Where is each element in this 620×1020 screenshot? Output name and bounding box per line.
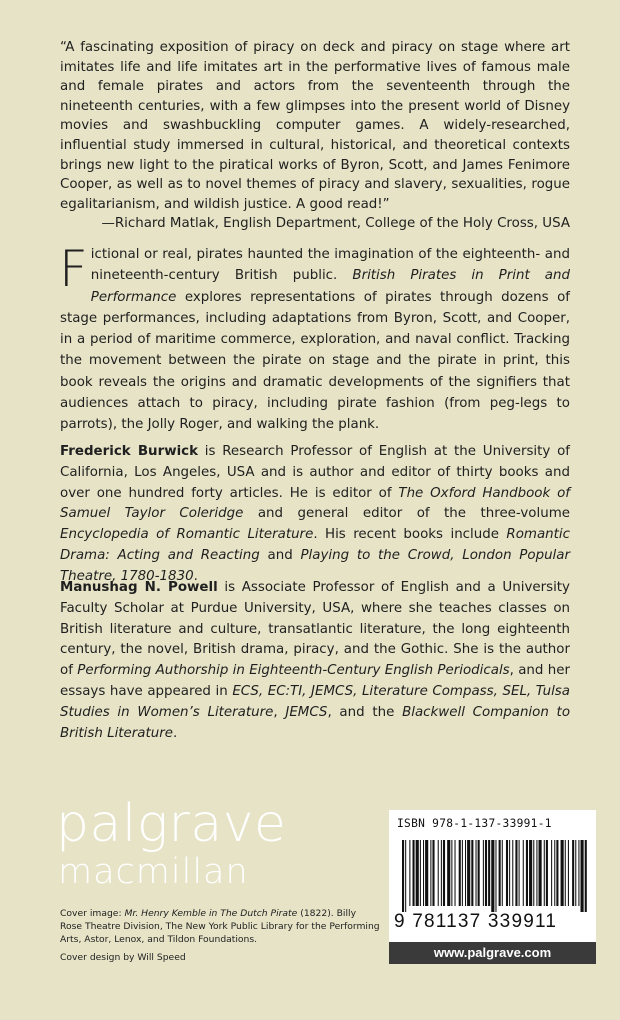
barcode-bar	[578, 840, 579, 906]
bio-italic: The Oxford Handbook of Samuel Taylor Coleridge	[60, 485, 570, 522]
bio-text: and	[259, 547, 301, 563]
barcode-bar	[556, 840, 558, 906]
barcode-bar	[425, 840, 428, 906]
barcode-bar	[402, 840, 404, 912]
barcode-bar	[491, 840, 494, 912]
barcode-bar	[441, 840, 442, 906]
barcode-bar	[526, 840, 528, 906]
barcode-bar	[416, 840, 419, 906]
credit-title: Mr. Henry Kemble in The Dutch Pirate	[124, 908, 298, 919]
quote-text: “A fascinating exposition of piracy on deck and piracy on stage where art imitates life and life imitates art in the performative lives of famous male and female pirates and actors from the seventeenth through the nineteenth centuries, with a few glimpses into the present world of Disney movies and swashbuckling computer games. A widely-researched, influential study immersed in cultural, historical, and theoretical contexts brings new light to the piratical works of Byron, Scott, and James Fenimore Cooper, as well as to novel themes of piracy and slavery, sexualities, rogue egalitarianism, and wildish justice. A good read!”	[60, 40, 570, 212]
bio-italic: Encyclopedia of Romantic Literature	[60, 527, 314, 543]
barcode-bar	[506, 840, 508, 906]
logo-line2: macmillan	[58, 852, 249, 892]
barcode-bar	[544, 840, 545, 906]
barcode-bar	[447, 840, 450, 906]
barcode-bar	[405, 840, 406, 912]
cover-image-credit	[60, 907, 380, 947]
barcode-bar	[423, 840, 424, 906]
bio-italic: Romantic Drama: Acting and Reacting	[60, 527, 570, 563]
barcode-bar	[529, 840, 532, 906]
barcode-bar	[536, 840, 537, 906]
book-description	[59, 240, 570, 436]
barcode-bar	[420, 840, 421, 906]
isbn-barcode	[389, 810, 596, 942]
bio-italic: Playing to the Crowd, London Popular Theatre, 1780-1830	[60, 547, 570, 584]
bio-text: , and the	[327, 704, 403, 720]
barcode-bar	[565, 840, 566, 906]
barcode-bar	[438, 840, 439, 906]
barcode-bar	[568, 840, 569, 906]
barcode-bar	[523, 840, 524, 906]
quote-attribution: —Richard Matlak, English Department, College of the Holy Cross, USA	[101, 216, 570, 232]
bio-italic: Blackwell Companion to British Literature	[60, 704, 571, 741]
drop-cap: F	[59, 240, 88, 298]
barcode-bar	[495, 840, 496, 912]
barcode-bar	[581, 840, 584, 912]
barcode-bar	[561, 840, 564, 906]
barcode-bar	[478, 840, 480, 906]
barcode-bar	[546, 840, 548, 906]
logo-line1: palgrave	[56, 794, 287, 854]
bio-text: ,	[273, 704, 286, 720]
description-title: British Pirates in Print and Performance	[90, 268, 570, 305]
bio-text: .	[193, 568, 198, 584]
author-name: Frederick Burwick	[60, 444, 198, 459]
barcode-bar	[459, 840, 461, 906]
barcode-bar	[451, 840, 452, 906]
barcode-bar	[502, 840, 503, 906]
barcode-bar	[483, 840, 484, 906]
barcode-bar	[467, 840, 470, 906]
barcode-bar	[509, 840, 510, 906]
barcode-digits: 9 781137 339911	[394, 911, 558, 932]
cover-design-credit: Cover design by Will Speed	[60, 952, 186, 963]
bio-text: is Research Professor of English at the University of California, Los Angeles, USA and is author and editor of thirty books and over one hundred forty articles. He is editor of	[60, 444, 570, 501]
isbn-text: ISBN 978-1-137-33991-1	[397, 817, 552, 830]
barcode-bar	[554, 840, 555, 906]
credit-prefix: Cover image:	[60, 908, 125, 919]
endorsement-quote	[60, 38, 570, 234]
bio-text: . His recent books include	[313, 527, 507, 543]
bio-italic: JEMCS	[285, 704, 328, 720]
barcode-bar	[519, 840, 520, 906]
barcode-bar	[462, 840, 463, 906]
barcode-bar	[471, 840, 473, 906]
barcode-bars	[396, 840, 590, 912]
barcode-bar	[533, 840, 534, 906]
barcode-bar	[430, 840, 431, 906]
bio-text: is Associate Professor of English and a University Faculty Scholar at Purdue University, USA, where she teaches classes on British literature and culture, transatlantic literature, the long eighteenth century, the novel, British drama, piracy, and the Gothic. She is the author of	[60, 580, 570, 679]
barcode-bar	[499, 840, 501, 906]
bio-italic: Performing Authorship in Eighteenth-Century English Periodicals	[77, 663, 510, 679]
bio-text: , and her essays have appeared in	[60, 663, 570, 699]
barcode-bar	[443, 840, 445, 906]
barcode-bar	[572, 840, 574, 906]
barcode-bar	[515, 840, 517, 906]
description-part2: explores representations of pirates through dozens of stage performances, including adaptations from Byron, Scott, and Cooper, in a period of maritime commerce, exploration, and naval conflict. Tracking the movement between the pirate on stage and the pirate in print, this book reveals the origins and dramatic developments of the signifiers that audiences attach to piracy, including pirate fashion (from peg-legs to parrots), the Jolly Roger, and walking the plank.	[60, 289, 570, 433]
barcode-bar	[432, 840, 434, 906]
barcode-bar	[409, 840, 410, 906]
barcode-bar	[539, 840, 542, 906]
publisher-website: www.palgrave.com	[389, 942, 596, 964]
description-part1: ictional or real, pirates haunted the imagination of the eighteenth- and nineteenth-century British public.	[90, 247, 570, 284]
barcode-bar	[465, 840, 466, 906]
author-bio-burwick	[60, 442, 570, 588]
barcode-bar	[585, 840, 587, 912]
barcode-bar	[575, 840, 576, 906]
bio-text: .	[172, 725, 178, 741]
author-bio-powell	[60, 578, 570, 744]
bio-italic: ECS, EC:TI, JEMCS, Literature Compass, SEL, Tulsa Studies in Women’s Literature	[60, 683, 570, 720]
barcode-bar	[488, 840, 490, 906]
barcode-bar	[551, 840, 552, 906]
barcode-bar	[413, 840, 415, 906]
barcode-bar	[476, 840, 477, 906]
barcode-bar	[485, 840, 487, 906]
barcode-bar	[455, 840, 456, 906]
bio-text: and general editor of the three-volume	[243, 506, 570, 522]
barcode-bar	[512, 840, 513, 906]
author-name: Manushag N. Powell	[60, 580, 218, 595]
credit-rest: (1822). Billy Rose Theatre Division, The New York Public Library for the Performing Arts, Astor, Lenox, and Tildon Foundations.	[60, 908, 380, 946]
publisher-logo	[56, 796, 287, 892]
